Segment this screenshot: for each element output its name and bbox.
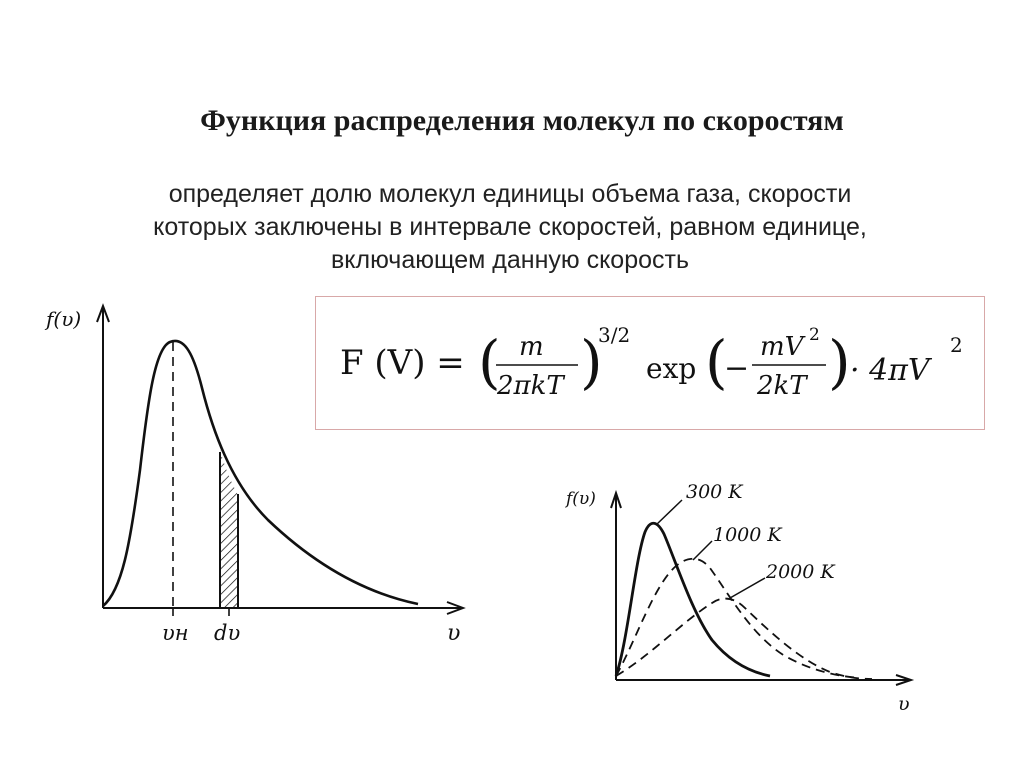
formula-paren-open-2: ( <box>705 328 728 396</box>
left-x-label: υ <box>447 621 461 646</box>
right-label-1000k: 1000 K <box>713 524 782 546</box>
formula-paren-close-2: ) <box>828 328 851 396</box>
right-leader-1000k <box>693 541 712 560</box>
formula-power: 3/2 <box>598 323 631 347</box>
formula-paren-open-1: ( <box>478 328 501 396</box>
right-x-label: υ <box>898 693 910 715</box>
formula-lhs: F (V) = <box>340 343 465 383</box>
formula-frac2-num: mV <box>760 332 804 362</box>
formula-frac2-num-sq: 2 <box>809 325 820 345</box>
right-leader-2000k <box>730 578 765 598</box>
formula-frac1-den: 2πkT <box>497 371 564 401</box>
right-label-300k: 300 K <box>686 481 743 503</box>
left-vh-label: υн <box>162 621 189 645</box>
right-leader-300k <box>656 500 682 525</box>
description-line-3: включающем данную скорость <box>331 246 689 274</box>
right-label-2000k: 2000 K <box>766 561 835 583</box>
formula-frac2-den: 2kT <box>757 371 807 401</box>
formula-tail-sq: 2 <box>950 333 963 357</box>
right-y-label: f(υ) <box>566 489 596 509</box>
left-dv-label: dυ <box>214 621 241 645</box>
right-graph <box>564 481 911 715</box>
formula-exp: exp <box>646 352 697 385</box>
formula-frac1-num: m <box>519 332 544 362</box>
right-curve-300k <box>616 523 770 676</box>
formula-paren-close-1: ) <box>580 328 603 396</box>
description-line-2: которых заключены в интервале скоростей, равном единице, <box>153 213 867 241</box>
formula <box>340 323 963 401</box>
formula-minus: − <box>724 351 750 386</box>
description-line-1: определяет долю молекул единицы объема газа, скорости <box>168 180 852 208</box>
formula-tail: · 4πV <box>850 353 930 388</box>
slide-title: Функция распределения молекул по скоростям <box>200 104 844 137</box>
left-y-label: f(υ) <box>46 307 82 331</box>
